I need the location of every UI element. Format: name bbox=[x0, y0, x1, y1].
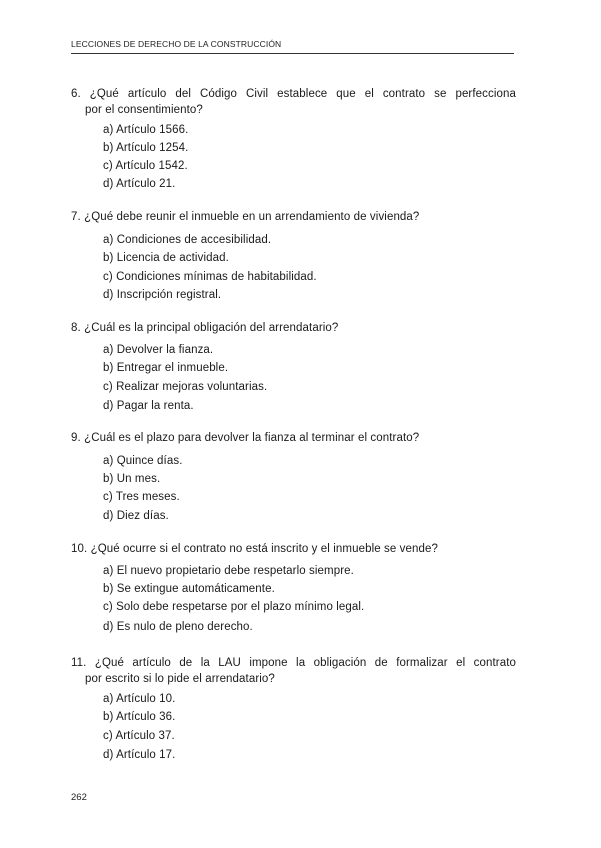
question-11-option-d: d) Artículo 17. bbox=[103, 749, 176, 761]
question-7-option-d: d) Inscripción registral. bbox=[103, 289, 222, 301]
question-9-option-d: d) Diez días. bbox=[103, 510, 169, 522]
question-7-option-c: c) Condiciones mínimas de habitabilidad. bbox=[103, 271, 317, 283]
question-10-option-b: b) Se extingue automáticamente. bbox=[103, 583, 275, 595]
question-9-text: 9. ¿Cuál es el plazo para devolver la fianza al terminar el contrato? bbox=[71, 432, 420, 444]
question-11-option-c: c) Artículo 37. bbox=[103, 730, 175, 742]
question-7 bbox=[71, 209, 516, 225]
question-10-option-c: c) Solo debe respetarse por el plazo mínimo legal. bbox=[103, 601, 365, 613]
question-6-text: 6. ¿Qué artículo del Código Civil establece que el contrato se perfecciona bbox=[71, 88, 516, 100]
question-6-option-b: b) Artículo 1254. bbox=[103, 142, 189, 154]
question-9-option-c: c) Tres meses. bbox=[103, 491, 180, 503]
question-11-option-a: a) Artículo 10. bbox=[103, 693, 176, 705]
question-8-text: 8. ¿Cuál es la principal obligación del arrendatario? bbox=[71, 322, 339, 334]
question-8-option-a: a) Devolver la fianza. bbox=[103, 344, 214, 356]
question-11-text: 11. ¿Qué artículo de la LAU impone la obligación de formalizar el contrato bbox=[71, 657, 516, 669]
question-6-option-c: c) Artículo 1542. bbox=[103, 160, 188, 172]
question-7-text: 7. ¿Qué debe reunir el inmueble en un arrendamiento de vivienda? bbox=[71, 211, 420, 223]
running-header: LECCIONES DE DERECHO DE LA CONSTRUCCIÓN bbox=[71, 39, 282, 49]
question-10-option-a: a) El nuevo propietario debe respetarlo siempre. bbox=[103, 565, 354, 577]
question-10 bbox=[71, 541, 516, 557]
question-8-option-b: b) Entregar el inmueble. bbox=[103, 362, 229, 374]
page-number: 262 bbox=[71, 792, 87, 803]
question-8-option-c: c) Realizar mejoras voluntarias. bbox=[103, 381, 268, 393]
question-8 bbox=[71, 320, 516, 336]
question-9-option-b: b) Un mes. bbox=[103, 473, 161, 485]
question-6-option-a: a) Artículo 1566. bbox=[103, 124, 189, 136]
question-6-option-d: d) Artículo 21. bbox=[103, 178, 176, 190]
question-11-text-cont: por escrito si lo pide el arrendatario? bbox=[85, 673, 275, 685]
question-10-text: 10. ¿Qué ocurre si el contrato no está inscrito y el inmueble se vende? bbox=[71, 543, 438, 555]
question-8-option-d: d) Pagar la renta. bbox=[103, 400, 194, 412]
question-9 bbox=[71, 430, 516, 446]
question-7-option-b: b) Licencia de actividad. bbox=[103, 252, 229, 264]
question-11 bbox=[71, 655, 516, 687]
question-11-option-b: b) Artículo 36. bbox=[103, 711, 176, 723]
question-6-text-cont: por el consentimiento? bbox=[85, 104, 203, 116]
header-rule bbox=[71, 53, 514, 54]
question-6 bbox=[71, 86, 516, 118]
question-7-option-a: a) Condiciones de accesibilidad. bbox=[103, 234, 272, 246]
question-9-option-a: a) Quince días. bbox=[103, 455, 183, 467]
question-10-option-d: d) Es nulo de pleno derecho. bbox=[103, 621, 253, 633]
